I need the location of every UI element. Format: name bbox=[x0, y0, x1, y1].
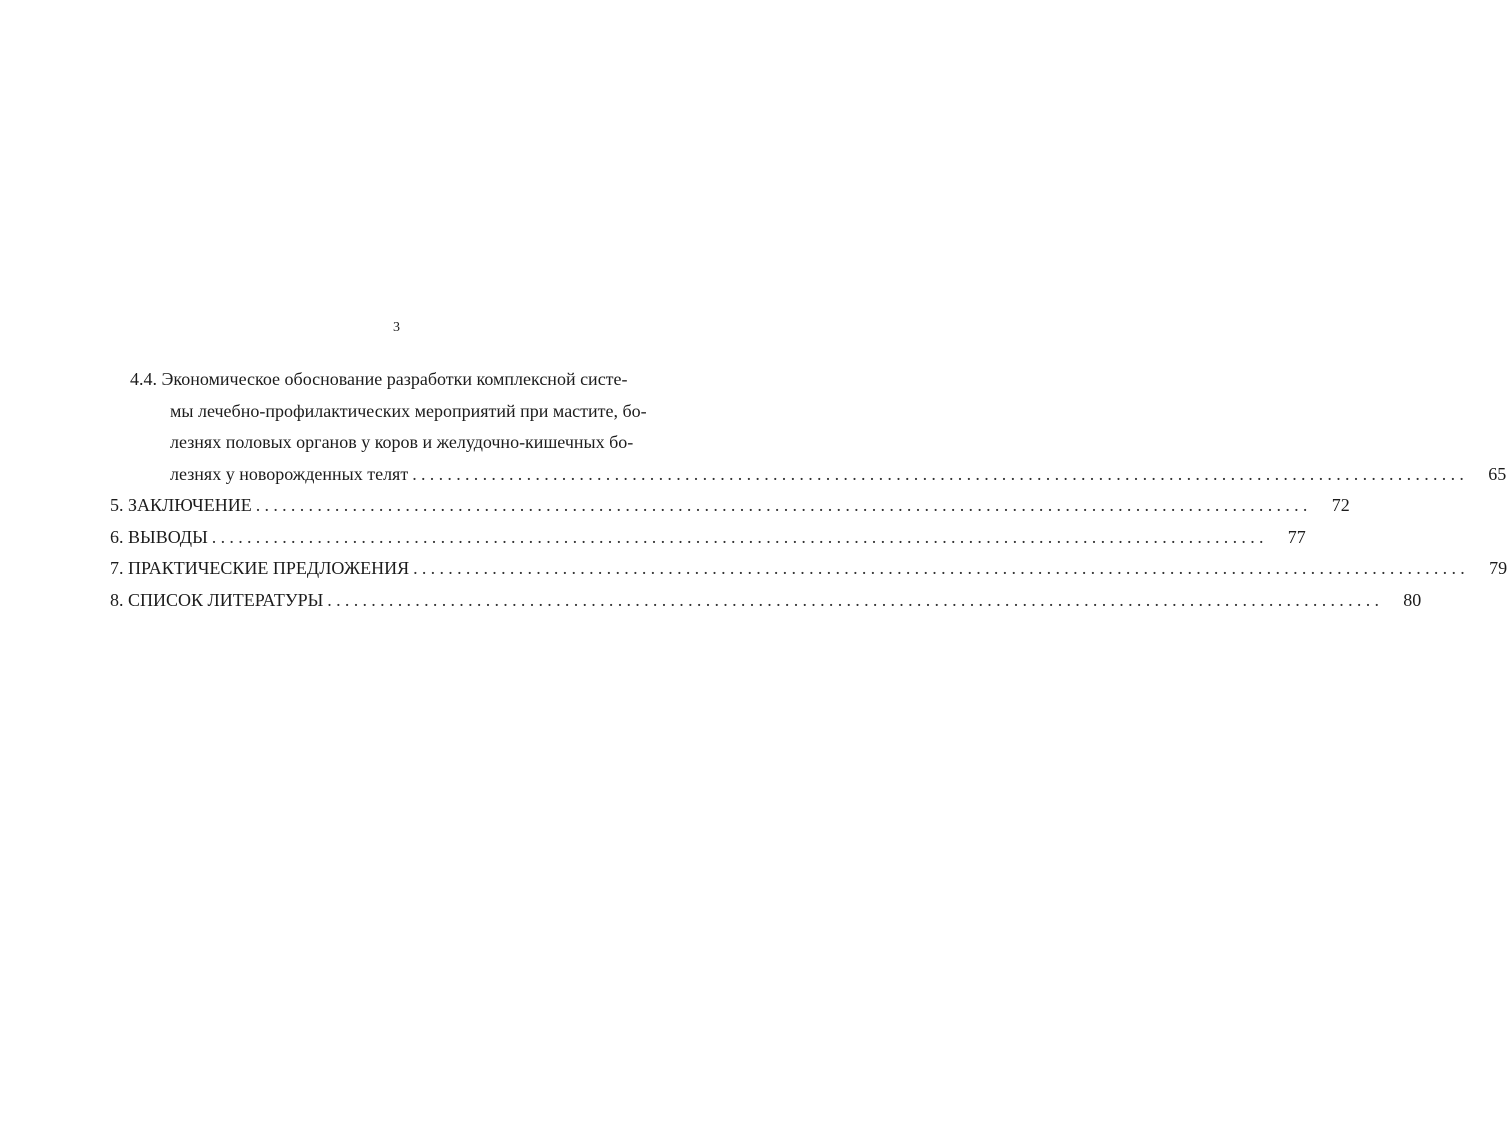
toc-entry-findings bbox=[110, 522, 1306, 554]
toc-entry-title: 6. ВЫВОДЫ bbox=[110, 526, 208, 547]
toc-section-4-4-line-2: мы лечебно-профилактических мероприятий при мастите, бо- bbox=[170, 400, 647, 421]
page-number: 3 bbox=[393, 320, 400, 335]
toc-entry-page: 72 bbox=[1331, 495, 1350, 515]
toc-entry-title: 8. СПИСОК ЛИТЕРАТУРЫ bbox=[110, 589, 324, 610]
dot-leader: ........................................................................................................................ bbox=[255, 495, 1312, 515]
table-of-contents bbox=[110, 364, 1507, 616]
toc-entry-page: 65 bbox=[1488, 463, 1507, 484]
toc-section-4-4-line-4 bbox=[110, 459, 1507, 491]
toc-section-4-4-line-1: 4.4. Экономическое обоснование разработки комплексной систе- bbox=[130, 369, 628, 389]
toc-entry-references bbox=[110, 585, 1422, 617]
toc-entry-conclusion bbox=[110, 490, 1350, 522]
toc-entry-title: 7. ПРАКТИЧЕСКИЕ ПРЕДЛОЖЕНИЯ bbox=[110, 558, 410, 578]
toc-entry-title: 5. ЗАКЛЮЧЕНИЕ bbox=[110, 495, 252, 515]
toc-entry-page: 79 bbox=[1489, 558, 1507, 578]
dot-leader: ........................................................................................................................ bbox=[412, 463, 1469, 484]
dot-leader: ........................................................................................................................ bbox=[211, 526, 1268, 547]
toc-entry-title: лезнях у новорожденных телят bbox=[170, 463, 409, 484]
toc-section-4-4-line-3: лезнях половых органов у коров и желудочно-кишечных бо- bbox=[170, 432, 634, 452]
dot-leader: ........................................................................................................................ bbox=[413, 558, 1470, 578]
toc-entry-practical-proposals bbox=[110, 553, 1507, 585]
dot-leader: ........................................................................................................................ bbox=[327, 589, 1384, 610]
toc-entry-page: 80 bbox=[1403, 589, 1422, 610]
toc-entry-page: 77 bbox=[1287, 526, 1306, 547]
